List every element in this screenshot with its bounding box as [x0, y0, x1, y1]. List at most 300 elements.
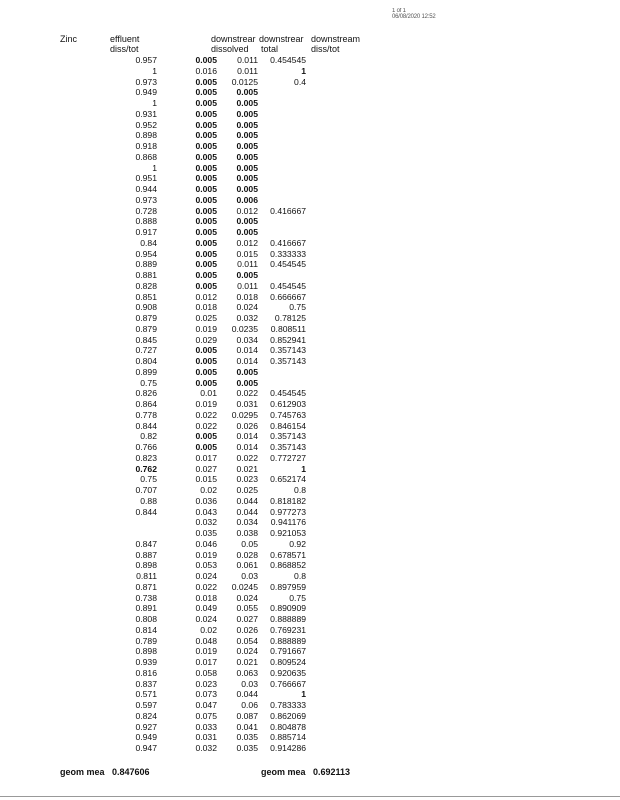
- downstream-dissolved-cell: 0.046: [195, 538, 217, 549]
- row-spacer: [60, 614, 110, 625]
- effluent-ratio-cell: 0.828: [135, 280, 157, 291]
- effluent-ratio-cell: 0.766: [135, 442, 157, 452]
- downstream-total-cell: 0.015: [236, 248, 258, 259]
- downstream-ratio-cell: 0.416667: [270, 237, 306, 248]
- downstream-total-cell: 0.03: [241, 571, 258, 581]
- downstream-total-cell: 0.005: [236, 151, 258, 162]
- table-row: [60, 625, 306, 636]
- effluent-ratio-cell: 1: [152, 162, 157, 173]
- downstream-ratio-cell: [258, 141, 306, 152]
- effluent-ratio-cell: 0.898: [135, 646, 157, 657]
- table-row: [60, 593, 306, 604]
- row-spacer: [60, 700, 110, 711]
- table-row: [60, 302, 306, 313]
- table-row: [60, 614, 306, 625]
- table-row: [60, 453, 306, 464]
- downstream-dissolved-cell: 0.01: [200, 388, 217, 399]
- downstream-ratio-cell: [258, 173, 306, 184]
- downstream-dissolved-cell: 0.005: [195, 345, 217, 356]
- downstream-total-cell: 0.03: [241, 678, 258, 689]
- effluent-header: [110, 34, 139, 54]
- table-row: [60, 421, 306, 432]
- row-spacer: [60, 571, 110, 582]
- effluent-ratio-cell: 0.918: [135, 141, 157, 151]
- downstream-total-cell: 0.005: [236, 366, 258, 377]
- row-spacer: [60, 281, 110, 292]
- effluent-ratio-cell: 0.727: [135, 345, 157, 356]
- effluent-ratio-cell: 0.949: [135, 732, 157, 743]
- table-row: [60, 109, 306, 120]
- row-spacer: [60, 109, 110, 120]
- effluent-ratio-cell: [110, 517, 157, 528]
- downstream-total-cell: 0.024: [236, 646, 258, 657]
- table-row: [60, 66, 306, 77]
- downstream-dissolved-cell: 0.005: [195, 162, 217, 173]
- row-spacer: [60, 259, 110, 270]
- downstream-total-cell: 0.011: [237, 65, 258, 76]
- downstream-dissolved-cell: 0.005: [195, 248, 217, 259]
- effluent-ratio-cell: 0.899: [135, 366, 157, 377]
- downstream-ratio-cell: 0.846154: [270, 420, 306, 431]
- downstream-dissolved-cell: 0.005: [195, 108, 217, 119]
- downstream-ratio-cell: 0.920635: [270, 667, 306, 678]
- downstream-ratio-cell: 0.921053: [270, 528, 306, 538]
- row-spacer: [60, 130, 110, 141]
- row-spacer: [60, 474, 110, 485]
- effluent-ratio-cell: 0.939: [135, 657, 157, 667]
- downstream-dissolved-cell: 0.005: [195, 184, 217, 194]
- downstream-dissolved-cell: 0.005: [195, 270, 217, 280]
- effluent-ratio-cell: 0.814: [135, 624, 157, 635]
- downstream-ratio-cell: 0.4: [294, 76, 306, 87]
- downstream-ratio-cell: 0.8: [294, 571, 306, 581]
- downstream-total-cell: 0.026: [236, 420, 258, 431]
- downstream-dissolved-cell: 0.005: [195, 119, 217, 130]
- downstream-dissolved-cell: 0.024: [195, 614, 217, 624]
- downstream-ratio-cell: 0.897959: [270, 581, 306, 592]
- downstream-ratio-cell: 0.977273: [270, 506, 306, 517]
- row-spacer: [60, 711, 110, 722]
- downstream-dissolved-cell: 0.005: [195, 55, 217, 65]
- downstream-dissolved-cell: 0.019: [195, 399, 217, 409]
- downstream-total-cell: 0.021: [236, 463, 258, 474]
- effluent-ratio-cell: 0.879: [135, 323, 157, 334]
- downstream-dissolved-cell: 0.032: [195, 743, 217, 753]
- table-row: [60, 539, 306, 550]
- downstream-total-cell: 0.024: [236, 592, 258, 603]
- table-row: [60, 399, 306, 410]
- downstream-dissolved-cell: 0.022: [195, 581, 217, 592]
- downstream-total-cell: 0.005: [236, 108, 258, 119]
- effluent-ratio-cell: 0.891: [135, 603, 157, 614]
- effluent-ratio-cell: 0.597: [135, 700, 157, 710]
- downstream-total-cell: 0.035: [236, 732, 258, 743]
- downstream-geometric-mean-value: 0.692113: [313, 767, 351, 777]
- downstream-total-cell: 0.038: [236, 528, 258, 538]
- downstream-ratio-cell: 0.766667: [270, 678, 306, 689]
- downstream-dissolved-cell: 0.033: [195, 721, 217, 732]
- table-row: [60, 722, 306, 733]
- row-spacer: [60, 485, 110, 496]
- downstream-dissolved-cell: 0.015: [195, 474, 217, 485]
- effluent-ratio-cell: 0.845: [135, 334, 157, 345]
- downstream-ratio-cell: 0.357143: [270, 345, 306, 356]
- downstream-total-cell: 0.063: [236, 667, 258, 678]
- table-row: [60, 206, 306, 217]
- downstream-ratio-cell: [258, 152, 306, 163]
- table-row: [60, 87, 306, 98]
- effluent-ratio-cell: 0.826: [135, 388, 157, 399]
- table-row: [60, 130, 306, 141]
- table-row: [60, 259, 306, 270]
- row-spacer: [60, 66, 110, 77]
- downstream-total-cell: 0.005: [236, 119, 258, 130]
- row-spacer: [60, 679, 110, 690]
- downstream-dissolved-cell: 0.005: [195, 98, 217, 108]
- downstream-total-cell: 0.012: [236, 237, 258, 248]
- downstream-total-cell: 0.028: [236, 549, 258, 560]
- effluent-ratio-cell: 0.944: [135, 184, 157, 194]
- effluent-ratio-cell: 0.789: [135, 635, 157, 646]
- table-row: [60, 335, 306, 346]
- row-spacer: [60, 560, 110, 571]
- downstream-total-cell: 0.014: [236, 356, 258, 366]
- table-row: [60, 603, 306, 614]
- downstream-total-cell: 0.022: [236, 388, 258, 399]
- row-spacer: [60, 163, 110, 174]
- downstream-ratio-cell: [258, 367, 306, 378]
- effluent-ratio-cell: 0.824: [135, 710, 157, 721]
- downstream-total-cell: 0.014: [236, 345, 258, 356]
- effluent-ratio-cell: 0.931: [135, 108, 157, 119]
- downstream-ratio-cell: 0.652174: [270, 474, 306, 485]
- downstream-total-cell: 0.025: [236, 485, 258, 495]
- row-spacer: [60, 367, 110, 378]
- row-spacer: [60, 335, 110, 346]
- table-row: [60, 378, 306, 389]
- downstream-ratio-cell: 0.454545: [270, 55, 306, 65]
- downstream-ratio-cell: 0.612903: [270, 399, 306, 409]
- downstream-total-cell: 0.0235: [231, 323, 258, 334]
- table-row: [60, 711, 306, 722]
- effluent-ratio-cell: 0.728: [135, 205, 157, 216]
- table-row: [60, 356, 306, 367]
- row-spacer: [60, 356, 110, 367]
- effluent-ratio-cell: 0.868: [135, 151, 157, 162]
- downstream-total-cell: 0.022: [236, 452, 258, 463]
- downstream-ratio-cell: [258, 378, 306, 389]
- downstream-dissolved-cell: 0.036: [195, 495, 217, 506]
- downstream-dissolved-cell: 0.005: [195, 216, 217, 227]
- effluent-ratio-cell: 0.844: [135, 506, 157, 517]
- table-row: [60, 195, 306, 206]
- row-spacer: [60, 152, 110, 163]
- downstream-total-cell: 0.012: [236, 205, 258, 216]
- row-spacer: [60, 324, 110, 335]
- downstream-dissolved-cell: 0.027: [195, 463, 217, 474]
- downstream-total-cell: 0.005: [236, 227, 258, 237]
- effluent-ratio-cell: 0.908: [135, 302, 157, 313]
- downstream-ratio-cell: 1: [301, 689, 306, 700]
- downstream-dissolved-cell: 0.022: [195, 409, 217, 420]
- downstream-dissolved-cell: 0.016: [195, 65, 217, 76]
- downstream-total-cell: 0.0245: [231, 581, 258, 592]
- downstream-dissolved-cell: 0.019: [195, 549, 217, 560]
- table-row: [60, 281, 306, 292]
- effluent-ratio-cell: 0.871: [135, 581, 157, 592]
- table-row: [60, 216, 306, 227]
- table-row: [60, 646, 306, 657]
- downstream-dissolved-cell: 0.017: [195, 452, 217, 463]
- downstream-ratio-cell: 0.885714: [270, 732, 306, 743]
- row-spacer: [60, 206, 110, 217]
- downstream-ratio-cell: 0.769231: [270, 624, 306, 635]
- table-row: [60, 98, 306, 109]
- downstream-dissolved-cell: 0.031: [195, 732, 217, 743]
- row-spacer: [60, 388, 110, 399]
- effluent-ratio-cell: 0.88: [140, 495, 157, 506]
- downstream-ratio-cell: [258, 98, 306, 109]
- table-row: [60, 227, 306, 238]
- downstream-total-cell: 0.005: [236, 162, 258, 173]
- row-spacer: [60, 517, 110, 528]
- downstream-dissolved-cell: 0.005: [195, 130, 217, 141]
- effluent-ratio-cell: 0.75: [140, 377, 157, 388]
- row-spacer: [60, 292, 110, 303]
- downstream-total-cell: 0.011: [237, 259, 258, 270]
- row-spacer: [60, 302, 110, 313]
- effluent-ratio-cell: 0.864: [135, 399, 157, 409]
- downstream-total-cell: 0.014: [236, 431, 258, 442]
- table-row: [60, 410, 306, 421]
- downstream-total-header-line-1: downstrear: [259, 34, 304, 44]
- effluent-header-line-1: effluent: [110, 34, 140, 44]
- downstream-ratio-cell: 0.914286: [270, 743, 306, 753]
- effluent-ratio-cell: 0.571: [135, 689, 157, 700]
- table-row: [60, 184, 306, 195]
- table-row: [60, 700, 306, 711]
- fax-stamp-line-1: 1 of 1: [392, 8, 406, 14]
- downstream-ratio-cell: [258, 227, 306, 238]
- effluent-ratio-cell: 0.707: [135, 485, 157, 495]
- downstream-dissolved-cell: 0.005: [195, 173, 217, 184]
- table-row: [60, 173, 306, 184]
- zinc-data-table: [60, 55, 306, 754]
- downstream-dissolved-cell: 0.005: [195, 194, 217, 205]
- downstream-total-cell: 0.044: [236, 506, 258, 517]
- table-row: [60, 517, 306, 528]
- row-spacer: [60, 528, 110, 539]
- effluent-ratio-cell: 0.927: [135, 721, 157, 732]
- row-spacer: [60, 55, 110, 66]
- downstream-ratio-cell: 0.75: [289, 302, 306, 313]
- downstream-dissolved-cell: 0.005: [195, 76, 217, 87]
- downstream-ratio-cell: 0.818182: [270, 495, 306, 506]
- downstream-ratio-header: [311, 34, 360, 54]
- effluent-ratio-cell: 0.951: [135, 173, 157, 184]
- table-row: [60, 485, 306, 496]
- table-row: [60, 582, 306, 593]
- downstream-dissolved-cell: 0.073: [195, 689, 217, 700]
- downstream-total-cell: 0.005: [236, 216, 258, 227]
- downstream-total-cell: 0.005: [236, 377, 258, 388]
- downstream-ratio-cell: 0.888889: [270, 635, 306, 646]
- table-row: [60, 464, 306, 475]
- table-row: [60, 249, 306, 260]
- downstream-total-cell: 0.014: [236, 442, 258, 452]
- row-spacer: [60, 582, 110, 593]
- downstream-ratio-cell: [258, 87, 306, 98]
- downstream-dissolved-cell: 0.043: [195, 506, 217, 517]
- downstream-dissolved-cell: 0.023: [195, 678, 217, 689]
- row-spacer: [60, 550, 110, 561]
- page-bottom-edge: [0, 796, 620, 797]
- downstream-dissolved-header: [211, 34, 256, 54]
- effluent-ratio-cell: 0.898: [135, 560, 157, 571]
- downstream-dissolved-cell: 0.022: [195, 420, 217, 431]
- row-spacer: [60, 216, 110, 227]
- table-row: [60, 77, 306, 88]
- downstream-dissolved-cell: 0.047: [195, 700, 217, 710]
- downstream-dissolved-cell: 0.053: [195, 560, 217, 571]
- effluent-ratio-cell: 0.954: [135, 248, 157, 259]
- downstream-dissolved-cell: 0.012: [195, 291, 217, 302]
- row-spacer: [60, 625, 110, 636]
- effluent-ratio-cell: 0.738: [135, 592, 157, 603]
- effluent-ratio-cell: 0.917: [135, 227, 157, 237]
- downstream-ratio-cell: 0.783333: [270, 700, 306, 710]
- row-spacer: [60, 743, 110, 754]
- downstream-total-cell: 0.027: [236, 614, 258, 624]
- table-row: [60, 657, 306, 668]
- downstream-dissolved-header-line-1: downstrear: [211, 34, 256, 44]
- effluent-ratio-cell: 0.888: [135, 216, 157, 227]
- downstream-ratio-cell: 0.868852: [270, 560, 306, 571]
- downstream-ratio-cell: 0.357143: [270, 442, 306, 452]
- downstream-total-cell: 0.005: [236, 270, 258, 280]
- downstream-ratio-cell: 0.454545: [270, 280, 306, 291]
- table-row: [60, 120, 306, 131]
- row-spacer: [60, 270, 110, 281]
- downstream-total-cell: 0.054: [236, 635, 258, 646]
- table-row: [60, 496, 306, 507]
- row-spacer: [60, 98, 110, 109]
- zinc-data-rows: [60, 55, 306, 754]
- downstream-ratio-cell: 0.809524: [270, 657, 306, 667]
- downstream-dissolved-cell: 0.025: [195, 313, 217, 323]
- table-row: [60, 152, 306, 163]
- downstream-ratio-cell: 0.941176: [270, 517, 306, 528]
- downstream-dissolved-cell: 0.018: [195, 302, 217, 313]
- downstream-dissolved-cell: 0.005: [195, 227, 217, 237]
- downstream-dissolved-cell: 0.075: [195, 710, 217, 721]
- effluent-geometric-mean-label: geom mea: [60, 767, 105, 777]
- table-row: [60, 507, 306, 518]
- downstream-total-cell: 0.031: [236, 399, 258, 409]
- downstream-ratio-cell: [258, 216, 306, 227]
- row-spacer: [60, 399, 110, 410]
- downstream-ratio-header-line-1: downstream: [311, 34, 361, 44]
- downstream-dissolved-cell: 0.019: [195, 323, 217, 334]
- row-spacer: [60, 378, 110, 389]
- effluent-ratio-cell: 0.973: [135, 194, 157, 205]
- downstream-ratio-cell: 1: [301, 65, 306, 76]
- downstream-dissolved-cell: 0.017: [195, 657, 217, 667]
- downstream-total-cell: 0.005: [236, 98, 258, 108]
- row-spacer: [60, 345, 110, 356]
- row-spacer: [60, 464, 110, 475]
- downstream-total-cell: 0.005: [236, 173, 258, 184]
- effluent-ratio-cell: 0.898: [135, 130, 157, 141]
- effluent-ratio-cell: 0.778: [135, 409, 157, 420]
- downstream-dissolved-cell: 0.024: [195, 571, 217, 581]
- table-row: [60, 550, 306, 561]
- row-spacer: [60, 120, 110, 131]
- table-row: [60, 560, 306, 571]
- downstream-ratio-cell: 0.888889: [270, 614, 306, 624]
- downstream-total-cell: 0.034: [236, 334, 258, 345]
- row-spacer: [60, 238, 110, 249]
- downstream-dissolved-cell: 0.005: [195, 259, 217, 270]
- table-row: [60, 388, 306, 399]
- downstream-total-cell: 0.032: [236, 313, 258, 323]
- effluent-ratio-cell: 0.889: [135, 259, 157, 270]
- downstream-ratio-cell: 0.454545: [270, 259, 306, 270]
- downstream-ratio-cell: 0.745763: [270, 409, 306, 420]
- downstream-total-cell: 0.011: [237, 55, 258, 65]
- downstream-ratio-cell: [258, 184, 306, 195]
- downstream-total-cell: 0.018: [236, 291, 258, 302]
- effluent-ratio-cell: 0.808: [135, 614, 157, 624]
- downstream-total-header-line-2: total: [261, 44, 279, 54]
- downstream-total-cell: 0.006: [236, 194, 258, 205]
- effluent-ratio-cell: 0.837: [135, 678, 157, 689]
- downstream-dissolved-cell: 0.005: [195, 141, 217, 151]
- row-spacer: [60, 87, 110, 98]
- fax-stamp: [392, 8, 454, 20]
- downstream-ratio-cell: 0.357143: [270, 356, 306, 366]
- downstream-ratio-cell: 0.333333: [270, 248, 306, 259]
- row-spacer: [60, 657, 110, 668]
- downstream-ratio-cell: [258, 130, 306, 141]
- downstream-dissolved-cell: 0.032: [195, 517, 217, 528]
- table-row: [60, 270, 306, 281]
- downstream-dissolved-header-line-2: dissolved: [211, 44, 249, 54]
- downstream-total-cell: 0.026: [236, 624, 258, 635]
- effluent-ratio-cell: 0.804: [135, 356, 157, 366]
- effluent-ratio-cell: 0.823: [135, 452, 157, 463]
- downstream-total-cell: 0.06: [241, 700, 258, 710]
- downstream-total-cell: 0.044: [236, 689, 258, 700]
- downstream-geometric-mean-label: geom mea: [261, 767, 306, 777]
- downstream-dissolved-cell: 0.035: [195, 528, 217, 538]
- row-spacer: [60, 507, 110, 518]
- downstream-ratio-cell: 1: [301, 463, 306, 474]
- downstream-ratio-cell: 0.75: [289, 592, 306, 603]
- row-spacer: [60, 173, 110, 184]
- row-spacer: [60, 593, 110, 604]
- table-row: [60, 732, 306, 743]
- downstream-total-header: [259, 34, 304, 54]
- downstream-total-cell: 0.0125: [231, 76, 258, 87]
- effluent-ratio-cell: 0.949: [135, 87, 157, 98]
- downstream-ratio-cell: [258, 195, 306, 206]
- downstream-total-cell: 0.005: [236, 184, 258, 194]
- table-row: [60, 324, 306, 335]
- effluent-ratio-cell: 0.84: [140, 237, 157, 248]
- downstream-ratio-cell: 0.862069: [270, 710, 306, 721]
- effluent-ratio-cell: 0.82: [140, 431, 157, 442]
